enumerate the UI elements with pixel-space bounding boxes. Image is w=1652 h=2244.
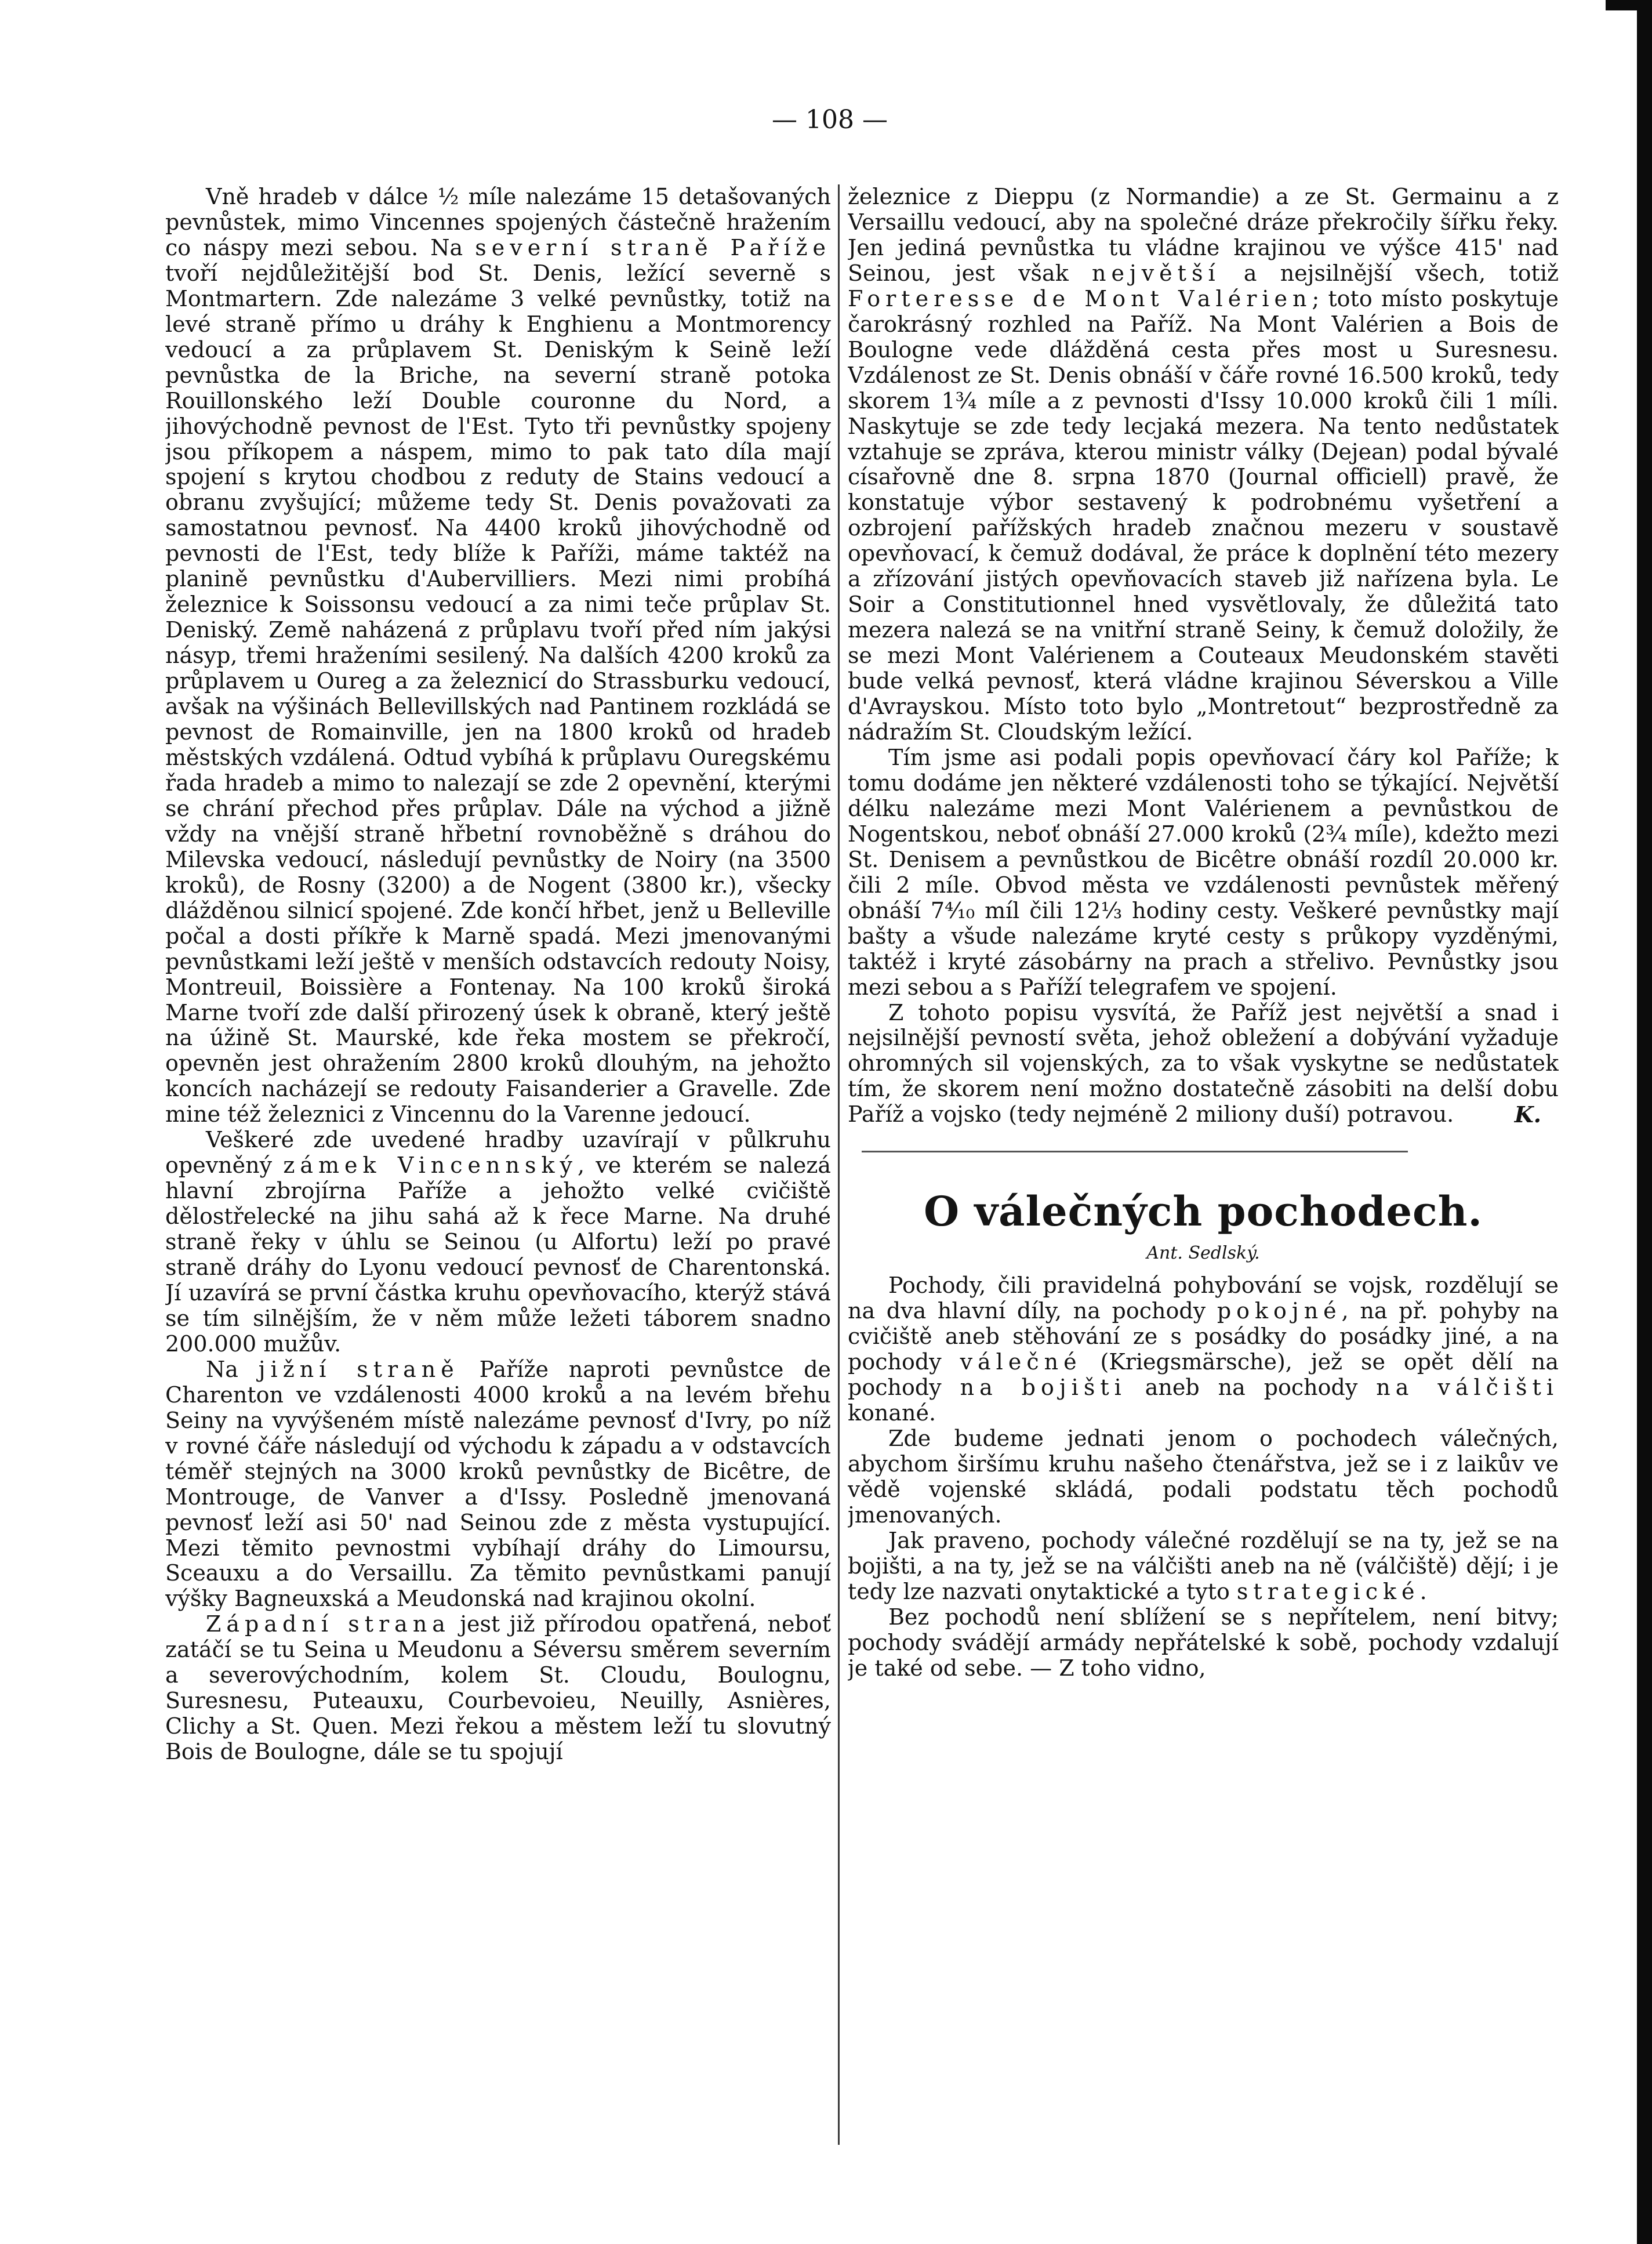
text-run: ; toto místo poskytuje čarokrásný rozhled na Paříž. Na Mont Valérien a Bois de Boulogne vede dlážděná cesta přes most u Suresnesu. Vzdálenost ze St. Denis obnáší v čáře rovné 16.500 kroků, tedy skorem 1¾ míle a z pevnosti d'Issy 10.000 kroků čili 1 míli. Naskytuje se zde tedy lecjaká mezera. Na tento nedůstatek vztahuje se zpráva, kterou ministr války (Dejean) podal bývalé císařovně dne 8. srpna 1870 (Journal officiell) pravě, že konstatuje výbor sestavený k podrobnému vyšetření a ozbrojení pařížských hradeb značnou mezeru v soustavě opevňovací, k čemuž dodával, že práce k doplnění této mezery a zřízování jistých opevňovacích staveb již nařízena byla. Le Soir a Constitutionnel hned vysvětlovaly, že důležitá tato mezera nalezá se na vnitřní straně Seiny, k čemuž doložily, že se mezi Mont Valérienem a Couteaux Meudonském stavěti bude velká pevnosť, která vládne krajinou Séverskou a Ville d'Avrayskou. Místo toto bylo „Montretout“ bezprostředně za nádražím St. Cloudským ležící. bbox=[848, 285, 1559, 745]
spaced-emphasis: severní straně Paříže bbox=[475, 234, 831, 260]
spaced-emphasis: strategické bbox=[1236, 1578, 1420, 1604]
paragraph bbox=[165, 1612, 831, 1765]
text-run: Veškeré zde uvedené hradby uzavírají v půlkruhu opevněný bbox=[165, 1127, 831, 1179]
scan-right-edge bbox=[1637, 0, 1652, 2244]
paragraph bbox=[848, 1000, 1559, 1128]
spaced-emphasis: největší bbox=[1091, 260, 1221, 286]
spaced-emphasis: na bojišti bbox=[960, 1375, 1127, 1401]
paragraph bbox=[165, 1357, 831, 1612]
paragraph bbox=[165, 1128, 831, 1357]
paragraph: Zde budeme jednati jenom o pochodech válečných, abychom širšímu kruhu našeho čtenářstva, jež se i z laikův ve vědě vojenské skládá, podali podstatu těch pochodů jmenovaných. bbox=[848, 1425, 1559, 1528]
text-run: Z tohoto popisu vysvítá, že Paříž jest největší a snad i nejsilnější pevností světa, jehož obležení a dobývání vyžaduje ohromných sil vojenských, za to však vyskytne se nedůstatek tím, že skorem není možno dostatečně zásobiti na delší dobu Paříž a vojsko (tedy nejméně 2 miliony duší) potravou. bbox=[848, 999, 1559, 1128]
text-run: jest již přírodou opatřená, neboť zatáčí se tu Seina u Meudonu a Séversu směrem severním a severovýchodním, kolem St. Cloudu, Boulognu, Suresnesu, Puteauxu, Courbevoieu, Neuilly, Asnières, Clichy a St. Quen. Mezi řekou a městem leží tu slovutný Bois de Boulogne, dále se tu spojují bbox=[165, 1611, 831, 1765]
text-run: Vně hradeb v dálce ½ míle nalezáme 15 detašovaných pevnůstek, mimo Vincennes spojených částečně hražením co náspy mezi sebou. Na bbox=[165, 184, 831, 260]
scan-top-edge bbox=[1606, 0, 1652, 10]
text-run: (Kriegsmärsche), jež se opět dělí na pochody bbox=[848, 1349, 1559, 1401]
spaced-emphasis: zámek Vincennský bbox=[283, 1152, 578, 1179]
spaced-emphasis: Forteresse de Mont Valérien bbox=[848, 285, 1312, 311]
signature: K. bbox=[1514, 1101, 1541, 1128]
text-run: tvoří nejdůležitější bod St. Denis, ležící severně s Montmartern. Zde nalezáme 3 velké pevnůstky, totiž na levé straně přímo u dráhy k Enghienu a Montmorency vedoucí a za průplavem St. Deniským k Seině leží pevnůstka de la Briche, na severní straně potoka Rouillonského leží Double couronne du Nord, a jihovýchodně pevnost de l'Est. Tyto tři pevnůstky spojeny jsou příkopem a náspem, mimo to pak tato díla mají spojení s krytou chodbou z reduty de Stains vedoucí a obranu zvyšující; můžeme tedy St. Denis považovati za samostatnou pevnosť. Na 4400 kroků jihovýchodně od pevnosti de l'Est, tedy blíže k Paříži, máme taktéž na planině pevnůstku d'Aubervilliers. Mezi nimi probíhá železnice k Soissonsu vedoucí a za nimi teče průplav St. Deniský. Země naházená z průplavu tvoří před ním jakýsi násyp, třemi hraženími sesilený. Na dalších 4200 kroků za průplavem u Oureg a za železnicí do Strassburku vedoucí, avšak na výšinách Bellevillských nad Pantinem rozkládá se pevnost de Romainville, jen na 1800 kroků od hradeb městských vzdálená. Odtud vybíhá k průplavu Ouregskému řada hradeb a mimo to nalezají se zde 2 opevnění, kterými se chrání přechod přes průplav. Dále na východ a jižně vždy na vnější straně hřbetní rovnoběžně s dráhou do Milevska vedoucí, následují pevnůstky de Noiry (na 3500 kroků), de Rosny (3200) a de Nogent (3800 kr.), všecky dlážděnou silnicí spojené. Zde končí hřbet, jenž u Belleville počal a dosti příkře k Marně spadá. Mezi jmenovanými pevnůstkami leží ještě v menších odstavcích redouty Noisy, Montreuil, Boissière a Fontenay. Na 100 kroků široká Marne tvoří zde další přirozený úsek k obraně, který ještě na úžině St. Maurské, kde řeka mostem se překročí, opevněn jest ohražením 2800 kroků dlouhým, na jehožto koncích nacházejí se redouty Faisanderier a Gravelle. Zde mine též železnici z Vincennu do la Varenne jedoucí. bbox=[165, 260, 831, 1128]
spaced-emphasis: jižní straně bbox=[258, 1356, 459, 1382]
page-number: — 108 — bbox=[772, 105, 888, 135]
left-column bbox=[165, 184, 831, 2168]
text-run: konané. bbox=[848, 1400, 936, 1426]
right-column bbox=[848, 184, 1559, 2168]
spaced-emphasis: pokojné bbox=[1217, 1298, 1342, 1324]
text-run: , na př. pohyby na cvičiště aneb stěhování ze s posádky do posádky jiné, a na pochody bbox=[848, 1298, 1559, 1375]
article-title: O válečných pochodech. bbox=[924, 1187, 1483, 1236]
spaced-emphasis: válečné bbox=[960, 1349, 1082, 1375]
text-run: a nejsilnější všech, totiž bbox=[1220, 260, 1559, 286]
paragraph: Bez pochodů není sblížení se s nepřítelem, není bitvy; pochody svádějí armády nepřátelské k sobě, pochody vzdalují je také od sebe. — Z toho vidno, bbox=[848, 1604, 1559, 1681]
section-divider bbox=[862, 1151, 1408, 1152]
spaced-emphasis: na válčišti bbox=[1376, 1375, 1559, 1401]
text-run: železnice z Dieppu (z Normandie) a ze St. Germainu a z Versaillu vedoucí, aby na společné dráze překročily šířku řeky. Jen jediná pevnůstka tu vládne krajinou ve výšce 415' nad Seinou, jest však bbox=[848, 184, 1559, 286]
spaced-emphasis: Západní strana bbox=[206, 1611, 451, 1637]
text-run: Na bbox=[206, 1356, 259, 1382]
paragraph bbox=[165, 184, 831, 1128]
paragraph: Tím jsme asi podali popis opevňovací čáry kol Paříže; k tomu dodáme jen některé vzdálenosti toho se týkající. Největší délku nalezáme mezi Mont Valérienem a pevnůstkou de Nogentskou, neboť obnáší 27.000 kroků (2¾ míle), kdežto mezi St. Denisem a pevnůstkou de Bicêtre obnáší rozdíl 20.000 kr. čili 2 míle. Obvod města ve vzdálenosti pevnůstek měřený obnáší 7⁴⁄₁₀ míl čili 12⅓ hodiny cesty. Veškeré pevnůstky mají bašty a všude nalezáme kryté cesty s průkopy vyzděnými, taktéž i kryté zásobárny na prach a střelivo. Pevnůstky jsou mezi sebou a s Paříží telegrafem ve spojení. bbox=[848, 744, 1559, 1000]
text-run: Paříže naproti pevnůstce de Charenton ve vzdálenosti 4000 kroků a na levém břehu Seiny na vyvýšeném místě nalezáme pevnosť d'Ivry, po níž v rovné čáře následují od východu k západu a v odstavcích téměř stejných na 3000 kroků pevnůstky de Bicêtre, de Montrouge, de Vanver a d'Issy. Posledně jmenovaná pevnosť leží asi 50' nad Seinou zde z města vystupující. Mezi těmito pevnostmi vybíhají dráhy do Limoursu, Sceauxu a do Versaillu. Za těmito pevnůstkami panují výšky Bagneuxská a Meudonská nad krajinou okolní. bbox=[165, 1356, 831, 1612]
paragraph bbox=[848, 1273, 1559, 1426]
paragraph bbox=[848, 1528, 1559, 1605]
paragraph bbox=[848, 184, 1559, 745]
text-run: , ve kterém se nalezá hlavní zbrojírna Paříže a jehožto velké cvičiště dělostřelecké na jihu sahá až k řece Marne. Na druhé straně řeky v úhlu se Seinou (u Alfortu) leží po pravé straně dráhy do Lyonu vedoucí pevnosť de Charentonská. Jí uzavírá se první částka kruhu opevňovacího, kterýž stává se tím silnějším, že v něm může ležeti táborem snadno 200.000 mužův. bbox=[165, 1152, 831, 1357]
column-divider bbox=[838, 184, 840, 2145]
text-run: aneb na pochody bbox=[1126, 1375, 1377, 1401]
text-run: . bbox=[1419, 1578, 1427, 1604]
text-run: Jak praveno, pochody válečné rozdělují se na ty, jež se na bojišti, a na ty, jež se na válčišti aneb na ně (válčiště) dějí; i je tedy lze nazvati onytaktické a tyto bbox=[848, 1527, 1559, 1604]
article-author: Ant. Sedlský. bbox=[1146, 1243, 1260, 1264]
text-run: Pochody, čili pravidelná pohybování se vojsk, rozdělují se na dva hlavní díly, na pochody bbox=[848, 1273, 1559, 1324]
